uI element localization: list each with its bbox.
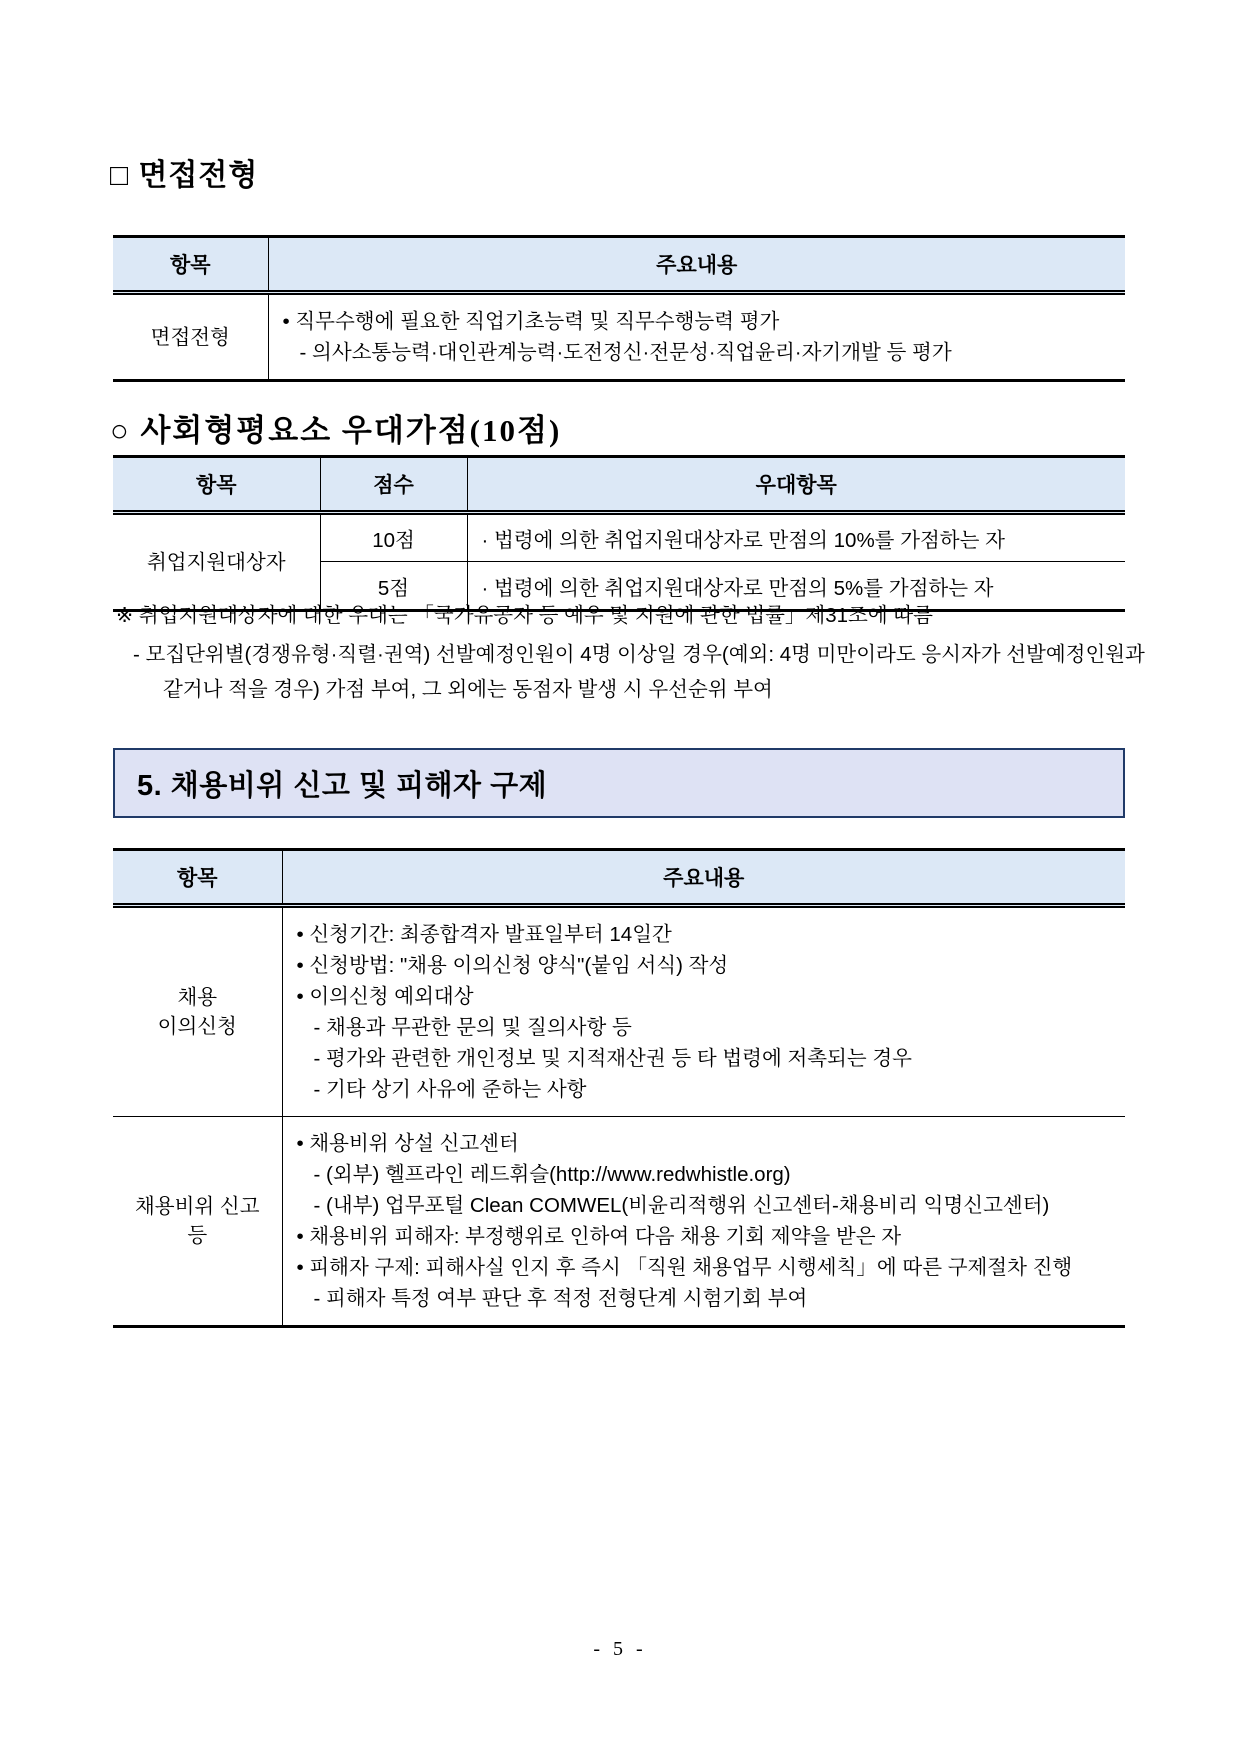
bullet-line: • 이의신청 예외대상 [296, 985, 474, 1008]
sub-line: - 채용과 무관한 문의 및 질의사항 등 [313, 1016, 632, 1039]
desc-cell: · 법령에 의한 취업지원대상자로 만점의 10%를 가점하는 자 [467, 513, 1125, 562]
bullet-line: • 피해자 구제: 피해사실 인지 후 즉시 「직원 채용업무 시행세칙」에 따른 구제절차 진행 [296, 1256, 1073, 1279]
interview-table-row [113, 293, 1125, 381]
report-table [113, 848, 1125, 1328]
bullet-line: • 채용비위 피해자: 부정행위로 인하여 다음 채용 기회 제약을 받은 자 [296, 1225, 902, 1248]
report-table-header-row [113, 850, 1125, 906]
row-content [282, 906, 1125, 1117]
social-equity-header-item: 항목 [113, 457, 320, 513]
row-label [113, 1117, 282, 1327]
report-table-row-misconduct [113, 1117, 1125, 1327]
heading-interview: □ 면접전형 [110, 159, 259, 192]
interview-header-content: 주요내용 [268, 237, 1125, 293]
social-equity-header-score: 점수 [320, 457, 467, 513]
heading-social-equity: ○ 사회형평요소 우대가점(10점) [110, 413, 562, 448]
sub-line: - (내부) 업무포털 Clean COMWEL(비윤리적행위 신고센터-채용비리 익명신고센터) [313, 1194, 1050, 1217]
social-equity-table [113, 455, 1125, 612]
sub-line: - 피해자 특정 여부 판단 후 적정 전형단계 시험기회 부여 [313, 1287, 808, 1310]
interview-row-label: 면접전형 [150, 325, 230, 349]
social-equity-merged-label: 취업지원대상자 [146, 550, 286, 574]
report-header-item: 항목 [113, 850, 282, 906]
row-label-line: 등 [187, 1224, 208, 1247]
bullet-line: • 신청기간: 최종합격자 발표일부터 14일간 [296, 923, 672, 946]
note-line: ※ 취업지원대상자에 대한 우대는 「국가유공자 등 예우 및 지원에 관한 법률」제31조에 따름 [116, 604, 933, 627]
note-line: - 모집단위별(경쟁유형·직렬·권역) 선발예정인원이 4명 이상일 경우(예외: 4명 미만이라도 응시자가 선발예정인원과 [133, 643, 1145, 666]
note-line: 같거나 적을 경우) 가점 부여, 그 외에는 동점자 발생 시 우선순위 부여 [163, 678, 773, 701]
sub-line: - 기타 상기 사유에 준하는 사항 [313, 1078, 587, 1101]
section-banner-title: 5. 채용비위 신고 및 피해자 구제 [137, 769, 548, 802]
bullet-line: • 채용비위 상설 신고센터 [296, 1132, 519, 1155]
row-label [113, 906, 282, 1117]
sub-line: - (외부) 헬프라인 레드휘슬(http://www.redwhistle.org) [313, 1163, 791, 1186]
row-content [282, 1117, 1125, 1327]
sub-line: - 평가와 관련한 개인정보 및 지적재산권 등 타 법령에 저촉되는 경우 [313, 1047, 912, 1070]
report-header-content: 주요내용 [282, 850, 1125, 906]
desc-cell: · 법령에 의한 취업지원대상자로 만점의 5%를 가점하는 자 [467, 562, 1125, 611]
bullet-line: • 직무수행에 필요한 직업기초능력 및 직무수행능력 평가 [282, 310, 780, 333]
social-equity-header-row [113, 457, 1125, 513]
interview-table-header-row [113, 237, 1125, 293]
report-table-row-objection [113, 906, 1125, 1117]
interview-header-item: 항목 [113, 237, 268, 293]
social-equity-row-10 [113, 513, 1125, 562]
row-label-line: 채용비위 신고 [134, 1195, 260, 1218]
row-label-line: 이의신청 [157, 1015, 237, 1038]
social-equity-notes [116, 599, 1176, 707]
interview-table [113, 235, 1125, 382]
score-cell: 5점 [320, 562, 467, 611]
page-number: - 5 - [593, 1638, 647, 1660]
section-banner-report [113, 748, 1125, 818]
row-label-line: 채용 [177, 986, 218, 1009]
interview-row-content [268, 293, 1125, 381]
score-cell: 10점 [320, 513, 467, 562]
sub-line: - 의사소통능력·대인관계능력·도전정신·전문성·직업윤리·자기개발 등 평가 [299, 341, 952, 364]
social-equity-header-preference: 우대항목 [467, 457, 1125, 513]
bullet-line: • 신청방법: "채용 이의신청 양식"(붙임 서식) 작성 [296, 954, 729, 977]
